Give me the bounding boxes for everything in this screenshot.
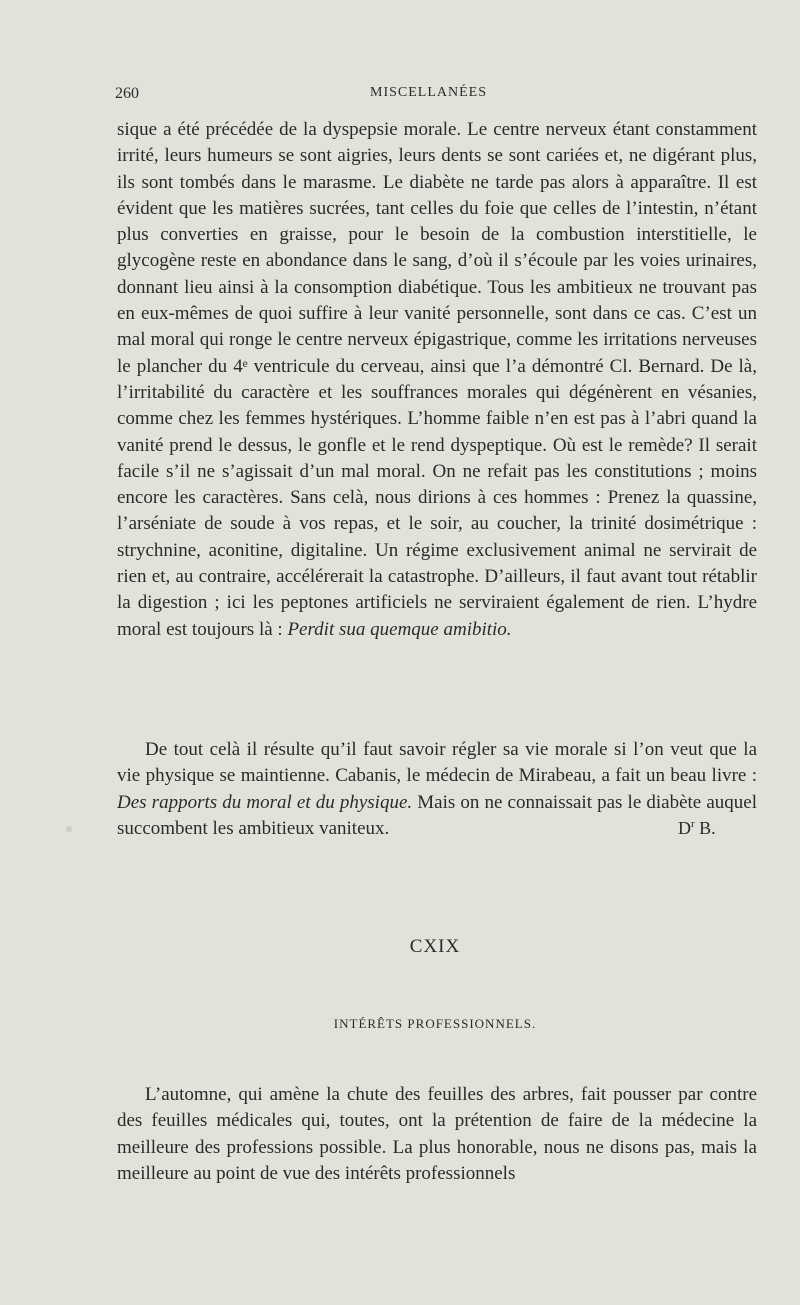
- signature-prefix: D: [678, 818, 691, 838]
- paragraph-conclusion: [117, 737, 757, 842]
- latin-quote: Perdit sua quemque amibitio.: [287, 618, 512, 640]
- paper-speck: [66, 826, 72, 832]
- section-number: CXIX: [409, 936, 461, 957]
- paragraph-tail: Mais on ne connaissait pas le diabète auquel succombent les ambitieux vaniteux.: [117, 791, 758, 839]
- page-header: [115, 85, 755, 109]
- running-title: MISCELLANÉES: [370, 85, 487, 100]
- paragraph-text: [117, 737, 757, 842]
- section-title: INTÉRÊTS PROFESSIONNELS.: [333, 1016, 537, 1031]
- author-signature: [678, 818, 716, 839]
- paragraph-body: De tout celà il résulte qu’il faut savoir régler sa vie morale si l’on veut que la vie physique se maintienne. Cabanis, le médecin de Mirabeau, a fait un beau livre :: [117, 739, 757, 787]
- signature-superscript: r: [691, 818, 695, 830]
- paragraph-text: [117, 117, 757, 643]
- book-title: Des rapports du moral et du physique.: [117, 791, 413, 813]
- page-number: 260: [115, 85, 139, 102]
- paragraph-body: sique a été précédée de la dyspepsie morale. Le centre nerveux étant constamment irrité, leurs humeurs se sont aigries, leurs dents se sont cariées et, ne digérant plus, ils sont tombés dans le marasme. Le diabète ne tarde pas alors à apparaître. Il est évident que les matières sucrées, tant celles du foie que celles de l’intestin, n’étant plus converties en graisse, pour le besoin de la combustion interstitielle, le glycogène reste en abondance dans le sang, d’où il s’écoule par les voies urinaires, donnant lieu ainsi à la consomption diabétique. Tous les ambitieux ne trouvant pas en eux-mêmes de quoi suffire à leur vanité personnelle, sont dans ce cas. C’est un mal moral qui ronge le centre nerveux épigastrique, comme les irritations nerveuses le plancher du 4ᵉ ventricule du cerveau, ainsi que l’a démontré Cl. Bernard. De là, l’irritabilité du caractère et les souffrances morales qui dégénèrent en vésanies, comme chez les femmes hystériques. L’homme faible n’en est pas à l’abri quand la vanité prend le dessus, le gonfle et le rend dyspeptique. Où est le remède? Il serait facile s’il ne s’agissait d’un mal moral. On ne refait pas les constitutions ; moins encore les caractères. Sans celà, nous dirions à ces hommes : Prenez la quassine, l’arséniate de soude à vos repas, et le soir, au coucher, la trinité dosimétrique : strychnine, aconitine, digitaline. Un régime exclusivement animal ne servirait de rien et, au contraire, accélérerait la catastrophe. D’ailleurs, il faut avant tout rétablir la digestion ; ici les peptones artificiels ne serviraient également de rien. L’hydre moral est toujours là :: [117, 119, 757, 640]
- signature-name: B.: [694, 818, 716, 838]
- section-opening-paragraph: [117, 1082, 757, 1187]
- paragraph-text: L’automne, qui amène la chute des feuilles des arbres, fait pousser par contre des feuilles médicales qui, toutes, ont la prétention de faire de la médecine la meilleure des professions possible. La plus honorable, nous ne disons pas, mais la meilleure au point de vue des intérêts professionnels: [117, 1084, 757, 1184]
- paragraph-continuation: [117, 117, 757, 643]
